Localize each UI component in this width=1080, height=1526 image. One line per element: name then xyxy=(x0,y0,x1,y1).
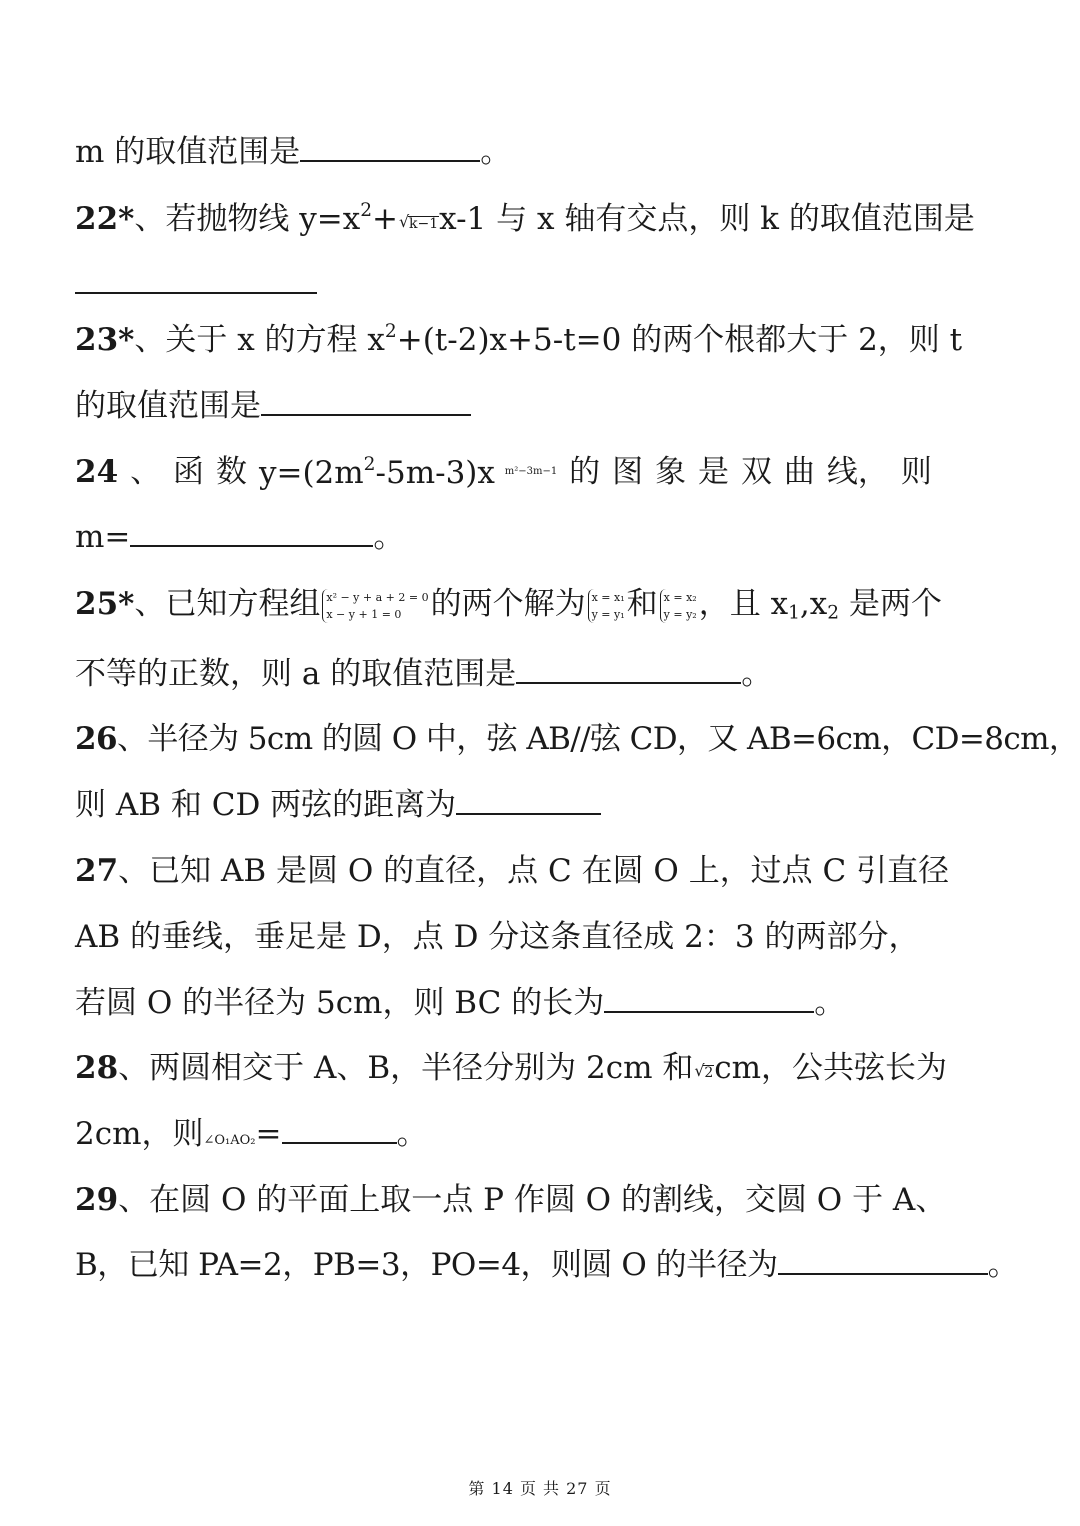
text: 线， xyxy=(826,454,889,490)
text: 图 xyxy=(612,454,644,490)
equation: x − y + 1 = 0 xyxy=(326,607,402,621)
text: 和 xyxy=(626,586,658,622)
question-number: 24 xyxy=(75,454,119,490)
question-29-line2 xyxy=(75,1243,1019,1287)
question-number: 25* xyxy=(75,586,135,622)
equation: y = y₂ xyxy=(663,607,697,621)
question-27 xyxy=(75,849,950,893)
question-23 xyxy=(75,318,963,362)
question-28 xyxy=(75,1046,948,1090)
text: 、若抛物线 y=x xyxy=(134,201,361,237)
answer-blank xyxy=(130,515,373,547)
answer-blank xyxy=(516,652,741,684)
question-26-line2 xyxy=(75,783,932,827)
question-number: 28 xyxy=(75,1050,119,1086)
question-22 xyxy=(75,197,975,241)
sqrt-expression: √ k−1 xyxy=(408,216,439,231)
question-number: 23* xyxy=(75,322,135,358)
text: m 的取值范围是 xyxy=(75,134,301,170)
answer-blank xyxy=(75,262,317,294)
text: 、已知方程组 xyxy=(134,586,321,622)
text: 的 xyxy=(569,454,601,490)
text: 曲 xyxy=(783,454,815,490)
question-number: 29 xyxy=(75,1182,119,1218)
question-number: 27 xyxy=(75,853,119,889)
text: ，且 x xyxy=(698,586,789,622)
text: +(t-2)x+5-t=0 的两个根都大于 2，则 t xyxy=(396,322,963,358)
answer-blank xyxy=(261,384,471,416)
text: 。 xyxy=(480,134,512,170)
text: 若圆 O 的半径为 5cm，则 BC 的长为 xyxy=(75,985,605,1021)
text: AB 的垂线，垂足是 D，点 D 分这条直径成 2：3 的两部分， xyxy=(75,919,920,955)
text: + xyxy=(372,201,399,237)
superscript: 2 xyxy=(360,199,373,221)
text: 函 xyxy=(173,454,205,490)
question-25 xyxy=(75,582,942,626)
angle-expression: ∠O₁AO₂ xyxy=(203,1133,256,1148)
subscript: 1 xyxy=(788,602,800,624)
text: m= xyxy=(75,519,131,555)
text: x-1 与 x 轴有交点，则 k 的取值范围是 xyxy=(439,201,975,237)
sqrt-expression: √ 2 xyxy=(703,1065,714,1080)
text: 则 xyxy=(900,454,932,490)
equation: y = y₁ xyxy=(591,607,625,621)
text: = xyxy=(255,1116,282,1152)
text: 的取值范围是 xyxy=(75,388,261,424)
equation-system xyxy=(322,589,428,623)
text: 不等的正数，则 a 的取值范围是 xyxy=(75,656,517,692)
question-29 xyxy=(75,1178,947,1222)
text: 、 xyxy=(130,454,162,490)
text: ,x xyxy=(799,586,828,622)
text: 。 xyxy=(373,519,405,555)
question-27-line3 xyxy=(75,981,932,1025)
text: 、两圆相交于 A、B，半径分别为 2cm 和 xyxy=(118,1050,694,1086)
text: 。 xyxy=(741,656,773,692)
text: 是 xyxy=(698,454,730,490)
q21-continuation xyxy=(75,130,932,174)
question-23-line2 xyxy=(75,384,932,428)
solution-1 xyxy=(588,589,625,623)
answer-blank xyxy=(778,1243,988,1275)
text: 的两个解为 xyxy=(430,586,586,622)
equation: x = x₂ xyxy=(663,590,697,604)
question-24 xyxy=(75,450,932,495)
question-27-line2 xyxy=(75,915,932,959)
solution-2 xyxy=(660,589,697,623)
text: 数 xyxy=(216,454,247,490)
superscript: 2 xyxy=(384,320,397,342)
superscript: 2 xyxy=(363,453,376,475)
answer-blank xyxy=(282,1112,397,1144)
equation: x = x₁ xyxy=(591,590,625,604)
question-26 xyxy=(75,717,1080,761)
page-footer: 第 14 页 共 27 页 xyxy=(468,1479,612,1498)
text: 。 xyxy=(814,985,846,1021)
question-number: 22* xyxy=(75,201,135,237)
text: 则 AB 和 CD 两弦的距离为 xyxy=(75,787,457,823)
text: 、半径为 5cm 的圆 O 中，弦 AB//弦 CD，又 AB=6cm，CD=8cm， xyxy=(116,721,1080,757)
equation: x² − y + a + 2 = 0 xyxy=(326,590,429,604)
question-25-line2 xyxy=(75,652,932,696)
text: 、在圆 O 的平面上取一点 P 作圆 O 的割线，交圆 O 于 A、 xyxy=(118,1182,947,1218)
text: 2cm，则 xyxy=(75,1116,204,1152)
question-22-answer-line xyxy=(75,262,932,306)
text: 双 xyxy=(740,454,772,490)
text: 。 xyxy=(396,1116,428,1152)
text: 。 xyxy=(987,1247,1019,1283)
text: 、已知 AB 是圆 O 的直径，点 C 在圆 O 上，过点 C 引直径 xyxy=(118,853,950,889)
text: 是两个 xyxy=(839,586,942,622)
exponent: m²−3m−1 xyxy=(504,466,558,477)
text: y=(2m xyxy=(258,455,364,491)
text: 象 xyxy=(655,454,687,490)
question-number: 26 xyxy=(75,721,117,757)
answer-blank xyxy=(456,783,601,815)
answer-blank xyxy=(604,981,814,1013)
question-24-line2 xyxy=(75,515,932,559)
question-28-line2 xyxy=(75,1112,932,1163)
text: B，已知 PA=2，PB=3，PO=4，则圆 O 的半径为 xyxy=(75,1247,778,1283)
text: 、关于 x 的方程 x xyxy=(134,322,385,358)
text: -5m-3)x xyxy=(375,455,495,491)
answer-blank xyxy=(300,130,480,162)
subscript: 2 xyxy=(827,602,840,624)
text: cm，公共弦长为 xyxy=(714,1050,948,1086)
